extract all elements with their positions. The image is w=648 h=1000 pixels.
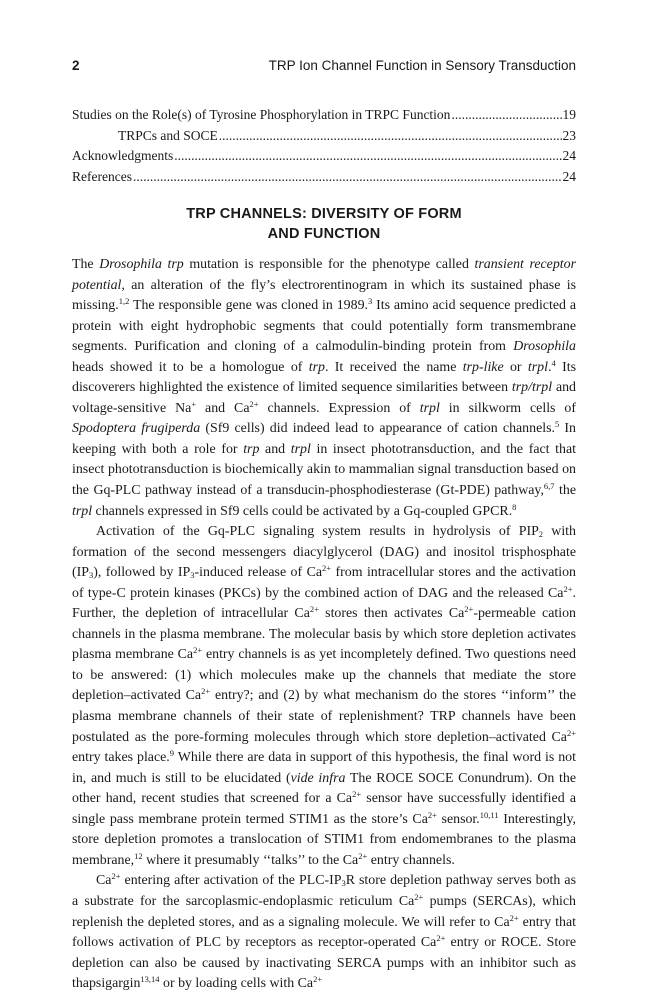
toc-entry-page: 23 [562, 127, 576, 143]
toc-leader-dots [174, 146, 561, 167]
text-run: where it presumably ‘‘talks’’ to the Ca [142, 852, 359, 868]
italic-text: trpl [527, 359, 548, 375]
superscript: 2+ [249, 398, 259, 409]
superscript: 2+ [566, 727, 576, 738]
toc-entry[interactable] [72, 126, 576, 147]
text-run: in insect phototransduction, and the fact that insect phototransduction is biochemically akin to mammalian signal transduction based on the Gq-PLC pathway instead of a transducin-phosphodiesterase (Gt-PDE) pathway, [72, 441, 576, 499]
text-run: ), followed by IP [93, 565, 191, 581]
superscript: 2+ [427, 809, 437, 820]
superscript: 1,2 [118, 296, 130, 307]
superscript: 2+ [563, 583, 573, 594]
toc-entry[interactable] [72, 167, 576, 188]
superscript: 2+ [313, 974, 323, 985]
text-run: sensor have successfully identified a single pass membrane protein termed STIM1 as the store’s Ca [72, 791, 576, 827]
italic-text: trp/trpl [511, 380, 553, 396]
text-run: from intracellular stores and the activation of type-C protein kinases (PKCs) by the combined action of DAG and the released Ca [72, 565, 577, 601]
superscript: 2+ [509, 912, 519, 923]
toc-leader-dots [133, 167, 562, 188]
italic-text: trp [308, 359, 325, 375]
text-run: mutation is responsible for the phenotype called [183, 257, 475, 272]
section-heading [72, 204, 576, 244]
italic-text: trpl [290, 441, 311, 457]
paragraph-2 [72, 522, 576, 871]
toc-entry-label: References [72, 168, 132, 184]
italic-text: trpl [72, 503, 93, 519]
superscript: 2+ [358, 850, 368, 861]
toc-entry-label: Acknowledgments [72, 148, 174, 163]
text-run: heads showed it to be a homologue of [72, 359, 309, 375]
paragraph-3 [72, 871, 576, 994]
superscript: + [191, 398, 197, 409]
text-run: . It received the name [324, 359, 463, 375]
superscript: 2+ [309, 604, 319, 615]
text-run: entry channels is as yet incompletely defined. Two questions need to be answered: (1) which molecules make up the channels that mediate the store depletion–activated Ca [72, 647, 576, 704]
text-run: and Ca [196, 400, 250, 416]
text-run: The [72, 257, 100, 272]
superscript: 2+ [352, 789, 362, 800]
body-text [72, 255, 576, 995]
subscript: 2 [538, 529, 544, 540]
superscript: 13,14 [140, 974, 160, 985]
superscript: 12 [134, 850, 143, 861]
text-run: entry takes place. [72, 750, 170, 766]
toc-leader-dots [451, 105, 561, 126]
italic-text: Drosophila [513, 339, 576, 355]
text-run: entering after activation of the PLC-IP [120, 873, 342, 889]
toc-entry[interactable] [72, 146, 576, 167]
toc-entry-label: TRPCs and SOCE [118, 127, 218, 143]
toc-entry-page: 19 [562, 107, 576, 122]
text-run: The responsible gene was cloned in 1989. [129, 298, 368, 314]
text-run: In keeping with both a role for [72, 421, 576, 457]
toc-entry-page: 24 [562, 148, 576, 163]
superscript: 2+ [322, 563, 332, 574]
text-run: and voltage-sensitive Na [72, 380, 576, 416]
superscript: 2+ [193, 645, 203, 656]
text-run: entry or ROCE. Store depletion can also be caused by inactivating SERCA pumps with an inhibitor such as thapsigargin [72, 935, 576, 992]
text-run: the [554, 483, 576, 499]
italic-text: trp-like [462, 359, 504, 375]
text-run: pumps (SERCAs), which replenish the depleted stores, and as a signaling molecule. We will refer to Ca [72, 893, 576, 930]
page-number: 2 [72, 58, 80, 73]
text-run: (Sf9 cells) did indeed lead to appearance of cation channels. [200, 421, 555, 437]
text-run: . Further, the depletion of intracellular Ca [72, 585, 576, 622]
text-run: with formation of the second messengers diacylglycerol (DAG) and inositol trisphosphate (IP [72, 524, 576, 581]
text-run: and [259, 441, 291, 457]
italic-text: vide infra [290, 770, 346, 786]
toc-entry[interactable] [72, 105, 576, 126]
subscript: 3 [88, 570, 94, 581]
text-run: , an alteration of the fly’s electrorentinogram in which its sustained phase is missing. [72, 277, 576, 314]
text-run: While there are data in support of this hypothesis, the final word is not in, and much is still to be elucidated ( [72, 750, 576, 786]
superscript: 8 [512, 501, 517, 512]
toc-leader-dots [219, 126, 562, 147]
superscript: 2+ [111, 871, 121, 882]
text-run: channels. Expression of [258, 400, 420, 416]
text-run: or by loading cells with Ca [159, 976, 314, 992]
toc-entry-label: Studies on the Role(s) of Tyrosine Phosphorylation in TRPC Function [72, 107, 451, 122]
text-run: R store depletion pathway serves both as a substrate for the sarcoplasmic-endoplasmic reticulum Ca [72, 873, 576, 909]
text-run: in silkworm cells of [439, 400, 576, 416]
superscript: 9 [169, 748, 175, 759]
text-run: Its discoverers highlighted the existence of limited sequence similarities between [72, 359, 576, 396]
text-run: or [503, 359, 528, 375]
text-run: -induced release of Ca [194, 565, 323, 581]
text-run: Activation of the Gq-PLC signaling system results in hydrolysis of PIP [96, 524, 539, 540]
superscript: 2+ [436, 933, 446, 944]
superscript: 4 [551, 357, 556, 368]
text-run: Ca [96, 873, 112, 889]
subscript: 3 [341, 878, 346, 889]
italic-text: Drosophila trp [99, 257, 184, 272]
italic-text: transient receptor potential [72, 257, 576, 293]
superscript: 2+ [414, 891, 424, 902]
italic-text: Spodoptera frugiperda [72, 421, 201, 437]
table-of-contents [72, 105, 576, 187]
text-run: Interestingly, store depletion promotes a translocation of STIM1 from endomembranes to the plasma membrane, [72, 811, 577, 868]
superscript: 2+ [201, 686, 211, 697]
text-run: . [548, 359, 552, 375]
text-run: stores then activates Ca [318, 606, 465, 622]
text-run: Its amino acid sequence predicted a protein with eight hydrophobic segments that could potentially form transmembrane segments. Purification and cloning of a calmodulin-binding protein from [72, 298, 576, 355]
text-run: entry that follows activation of PLC by receptors as receptor-operated Ca [72, 914, 576, 951]
text-run: -permeable cation channels in the plasma membrane. The molecular basis by which store depletion activates plasma membrane Ca [72, 606, 576, 663]
superscript: 5 [554, 419, 560, 430]
section-heading-line: TRP CHANNELS: DIVERSITY OF FORM [186, 206, 462, 222]
text-run: The ROCE SOCE Conundrum). On the other hand, recent studies that screened for a Ca [72, 770, 576, 807]
superscript: 2+ [464, 604, 474, 615]
running-header [72, 58, 576, 80]
superscript: 6,7 [543, 481, 555, 492]
italic-text: trpl [419, 400, 440, 416]
superscript: 10,11 [479, 809, 499, 820]
text-run: entry?; and (2) by what mechanism do the stores ‘‘inform’’ the plasma membrane channels of their state of replenishment? TRP channels have been postulated as the pore-forming molecules through which store depletion–activated Ca [72, 688, 576, 745]
text-run: channels expressed in Sf9 cells could be activated by a Gq-coupled GPCR. [92, 503, 513, 519]
running-title: TRP Ion Channel Function in Sensory Transduction [268, 58, 576, 73]
paragraph-1 [72, 255, 576, 522]
text-run: sensor. [436, 811, 480, 827]
subscript: 3 [190, 570, 195, 581]
superscript: 3 [367, 296, 373, 307]
toc-entry-page: 24 [562, 168, 576, 184]
section-heading-line: AND FUNCTION [267, 226, 381, 242]
text-run: entry channels. [367, 852, 455, 868]
italic-text: trp [243, 441, 260, 457]
